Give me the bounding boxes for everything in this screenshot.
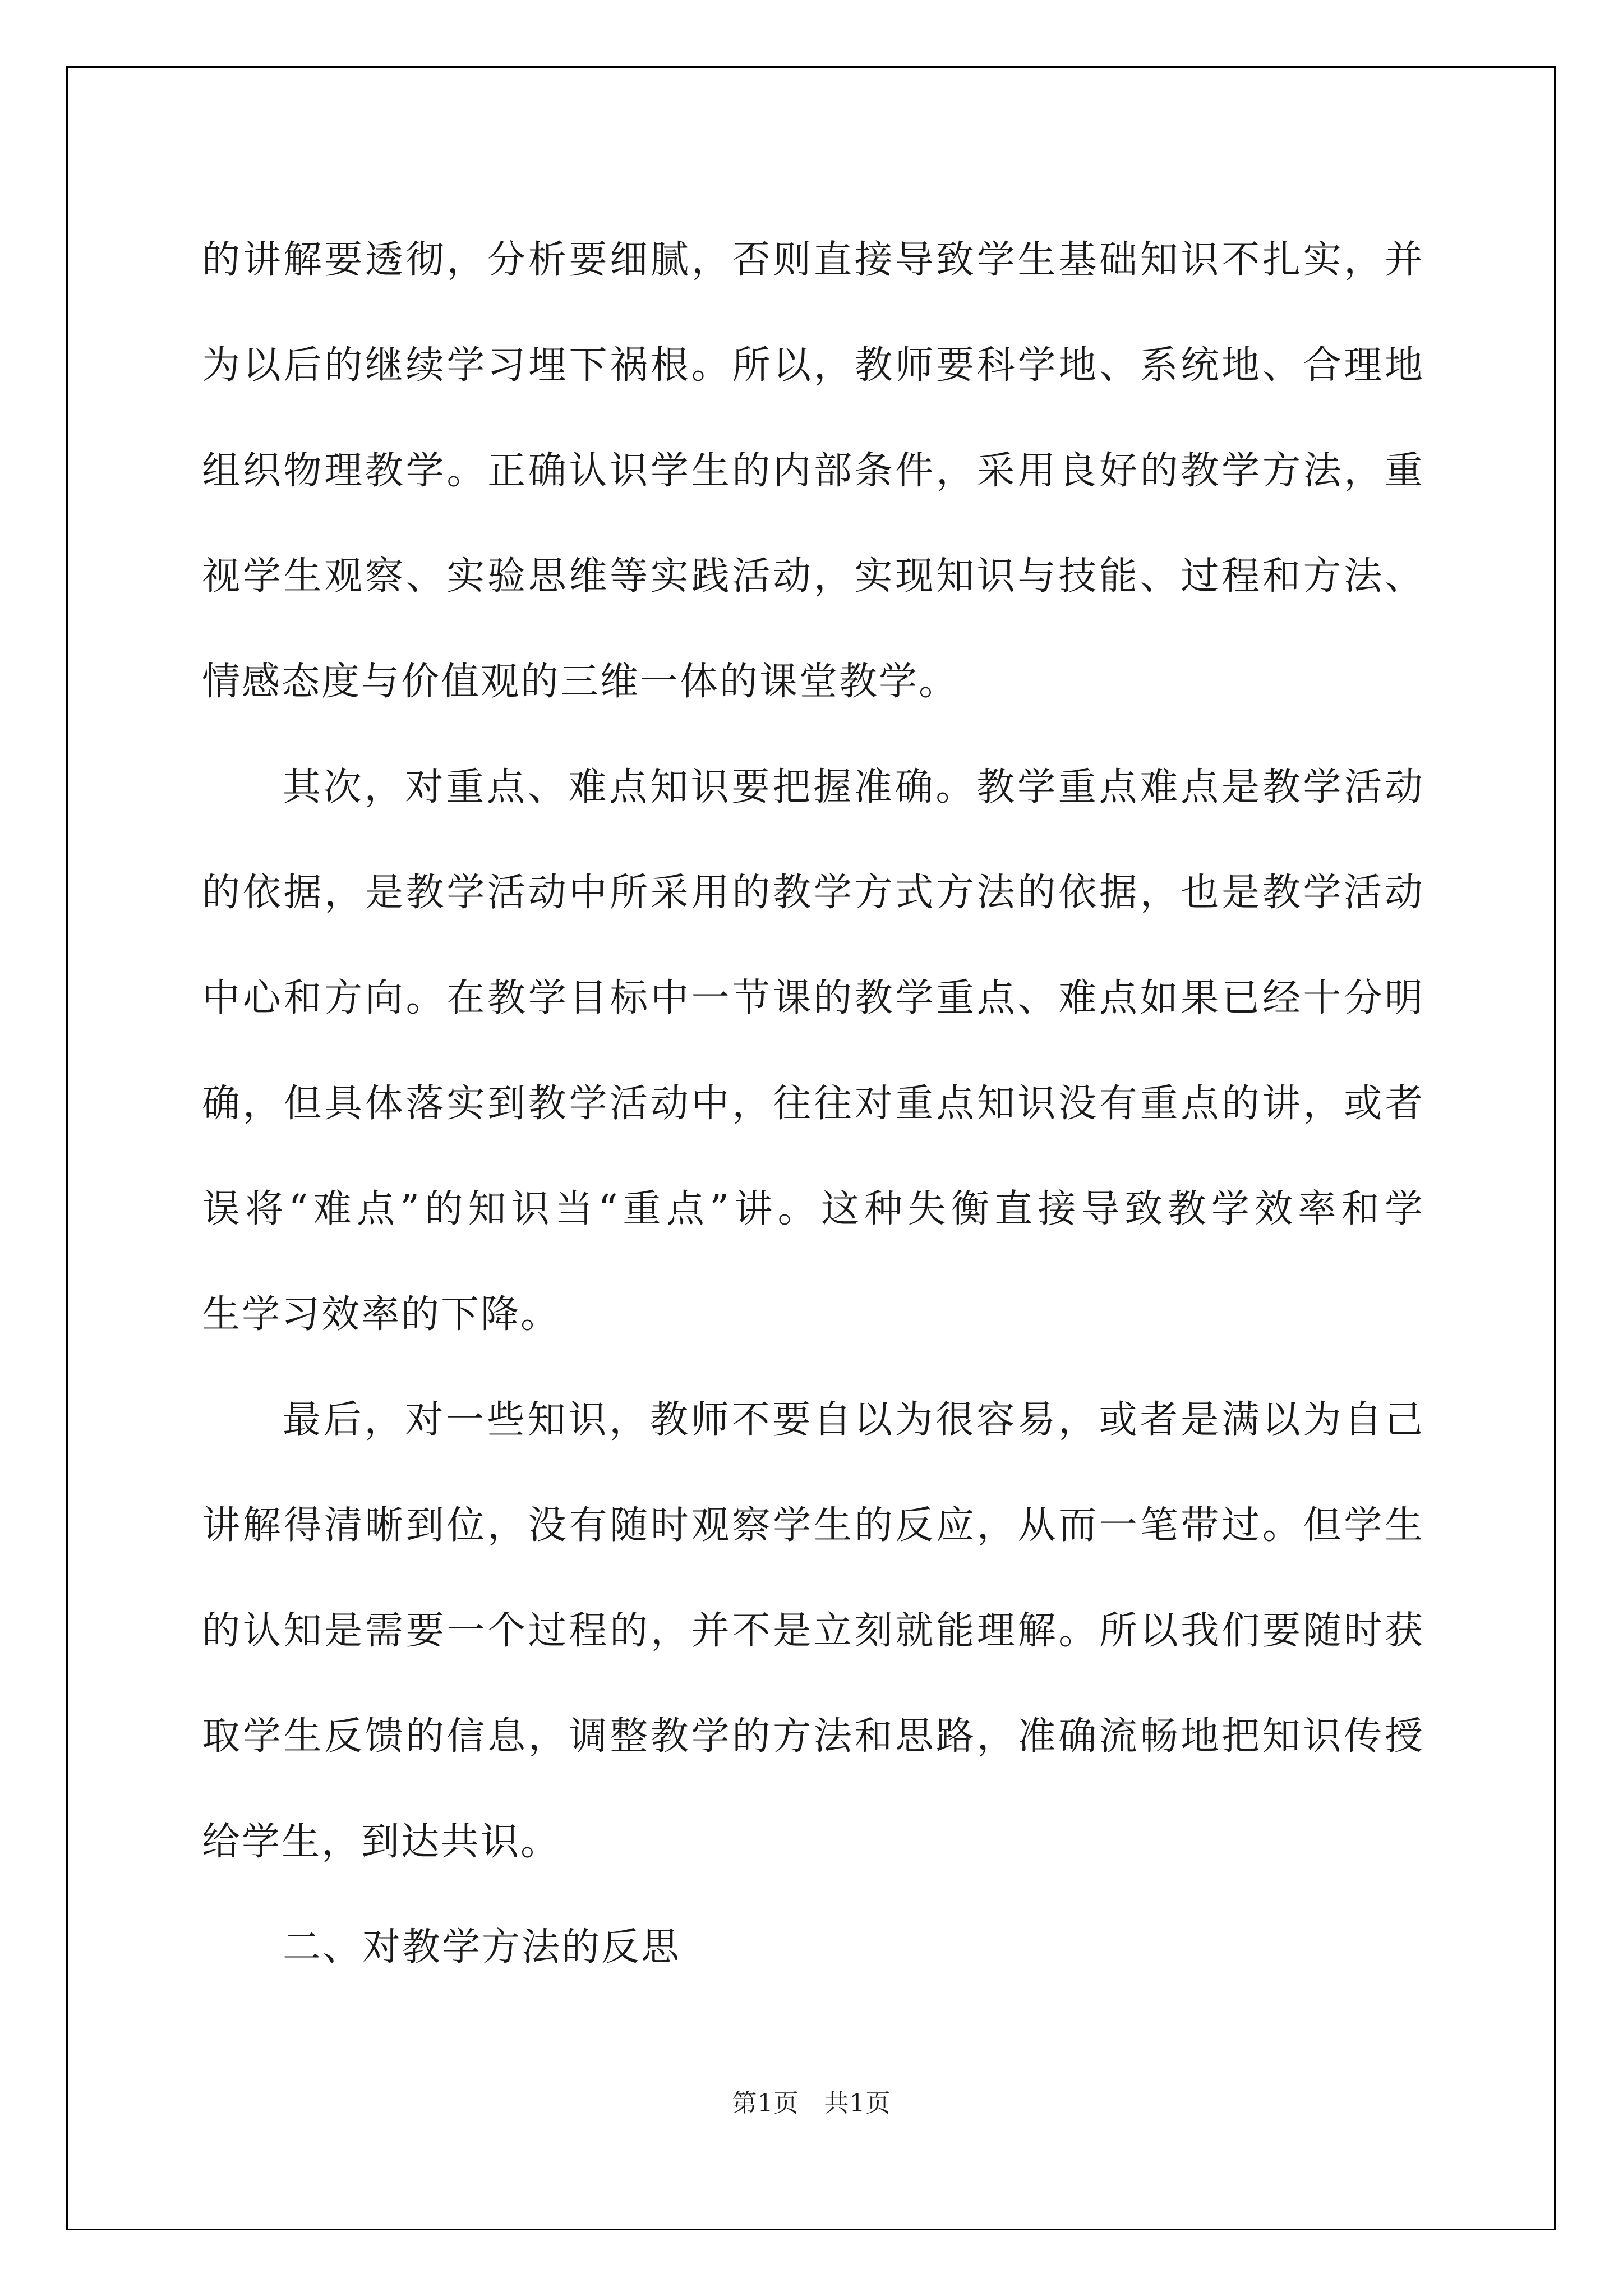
text-line: 视学生观察、实验思维等实践活动，实现知识与技能、过程和方法、 [202, 554, 1424, 599]
text-line: 情感态度与价值观的三维一体的课堂教学。 [202, 660, 959, 704]
section-heading: 二、对教学方法的反思 [283, 1925, 681, 1970]
page-footer: 第1页 共1页 [732, 2089, 891, 2118]
paragraph-first-line: 其次，对重点、难点知识要把握准确。教学重点难点是教学活动 [283, 765, 1424, 809]
paragraph-first-line: 最后，对一些知识，教师不要自以为很容易，或者是满以为自己 [283, 1398, 1424, 1442]
text-line: 确，但具体落实到教学活动中，往往对重点知识没有重点的讲，或者 [202, 1082, 1424, 1126]
text-line: 的依据，是教学活动中所采用的教学方式方法的依据，也是教学活动 [202, 871, 1424, 915]
text-line: 生学习效率的下降。 [202, 1292, 561, 1337]
document-body [202, 208, 1424, 2000]
text-line: 讲解得清晰到位，没有随时观察学生的反应，从而一笔带过。但学生 [202, 1503, 1424, 1548]
text-line: 为以后的继续学习埋下祸根。所以，教师要科学地、系统地、合理地 [202, 343, 1424, 388]
text-line: 的讲解要透彻，分析要细腻，否则直接导致学生基础知识不扎实，并 [202, 238, 1424, 282]
text-line: 给学生，到达共识。 [202, 1820, 561, 1864]
text-line: 的认知是需要一个过程的，并不是立刻就能理解。所以我们要随时获 [202, 1609, 1424, 1653]
text-line: 误将“难点”的知识当“重点”讲。这种失衡直接导致教学效率和学 [202, 1187, 1424, 1231]
text-line: 取学生反馈的信息，调整教学的方法和思路，准确流畅地把知识传授 [202, 1714, 1424, 1759]
text-line: 组织物理教学。正确认识学生的内部条件，采用良好的教学方法，重 [202, 449, 1424, 493]
text-line: 中心和方向。在教学目标中一节课的教学重点、难点如果已经十分明 [202, 976, 1424, 1020]
